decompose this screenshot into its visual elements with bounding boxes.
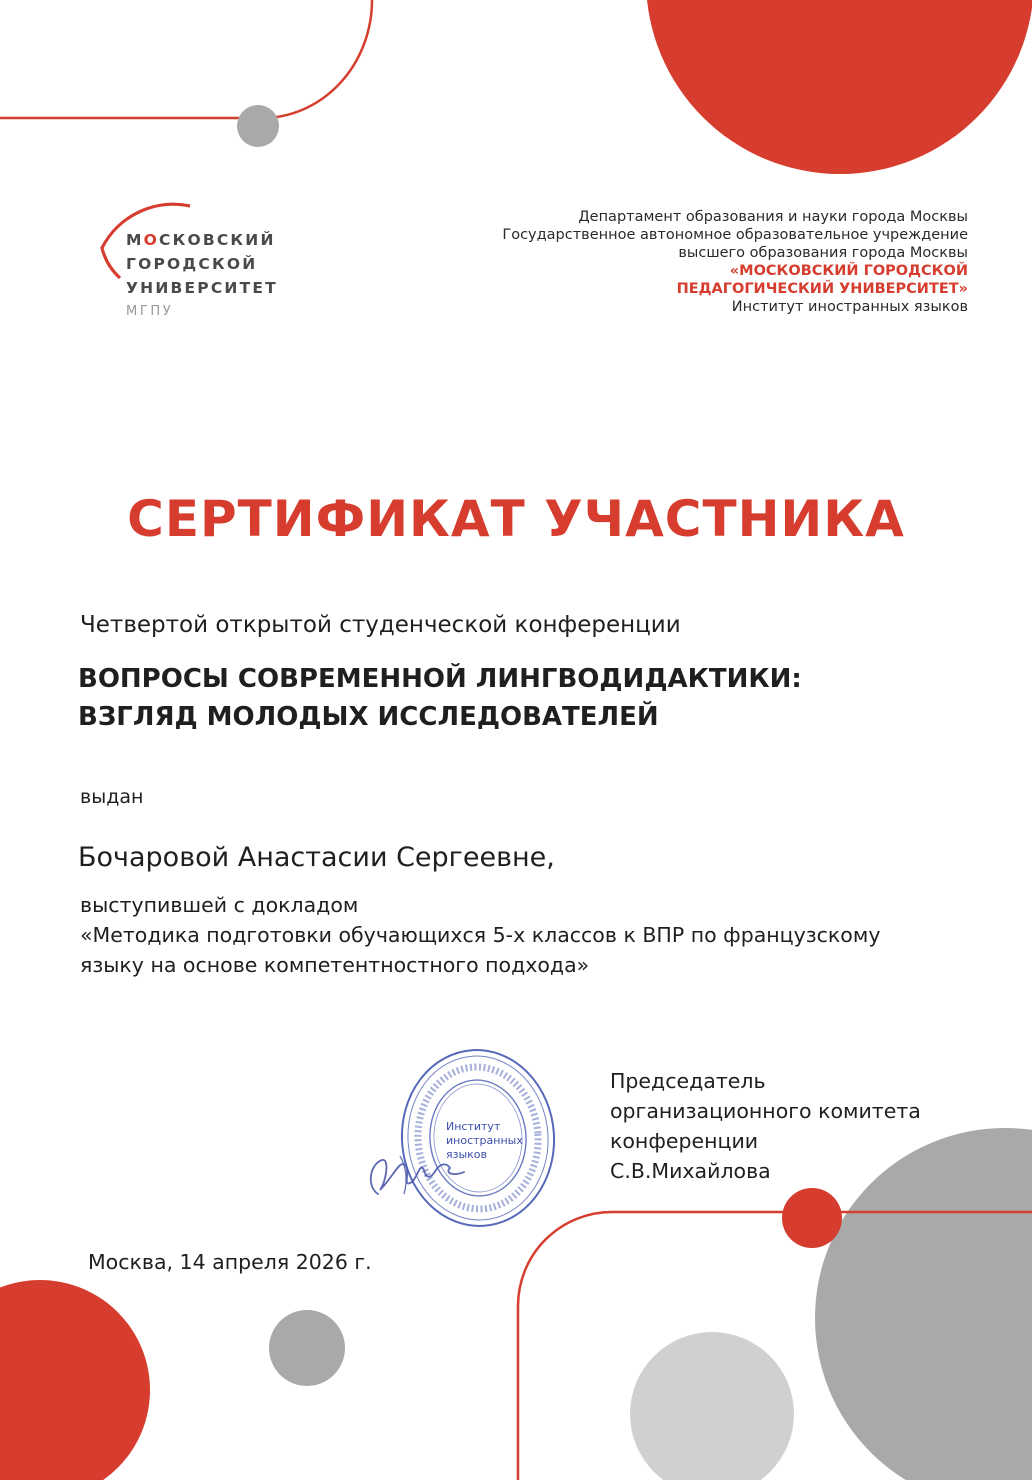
- logo-text: МОСКОВСКИЙ ГОРОДСКОЙ УНИВЕРСИТЕТ МГПУ: [126, 228, 278, 324]
- committee-chair-block: Председатель организационного комитета конференции С.В.Михайлова: [610, 1066, 921, 1186]
- issued-label: выдан: [80, 786, 144, 808]
- bottom-red-small-circle: [782, 1188, 842, 1248]
- bottom-light-gray-circle: [630, 1332, 794, 1480]
- bottom-left-red-circle: [0, 1280, 150, 1480]
- chair-name: С.В.Михайлова: [610, 1159, 771, 1183]
- conference-name: ВОПРОСЫ СОВРЕМЕННОЙ ЛИНГВОДИДАКТИКИ: ВЗГЛЯД МОЛОДЫХ ИССЛЕДОВАТЕЛЕЙ: [78, 664, 802, 732]
- university-logo: [98, 188, 308, 328]
- stamp-center-text: Институт иностранных языков: [446, 1120, 523, 1161]
- logo-abbreviation: МГПУ: [126, 304, 174, 319]
- organization-header: Департамент образования и науки города Москвы Государственное автономное образовательное учреждение высшего образования города Москвы «МОСКОВСКИЙ ГОРОДСКОЙ ПЕДАГОГИЧЕСКИЙ УНИВЕРСИТЕТ» Институт иностранных языков: [502, 209, 968, 315]
- recipient-name: Бочаровой Анастасии Сергеевне,: [78, 842, 555, 873]
- certificate-title: СЕРТИФИКАТ УЧАСТНИКА: [127, 490, 905, 548]
- conference-subtitle: Четвертой открытой студенческой конференции: [80, 612, 681, 638]
- talk-description: выступившей с докладом «Методика подготовки обучающихся 5-х классов к ВПР по французскому языку на основе компетентностного подхода»: [80, 893, 881, 977]
- top-right-red-circle: [646, 0, 1032, 174]
- bottom-left-gray-circle: [269, 1310, 345, 1386]
- signature-icon: [360, 1136, 470, 1206]
- place-and-date: Москва, 14 апреля 2026 г.: [88, 1250, 372, 1274]
- top-red-arc: [0, 0, 372, 118]
- top-gray-circle: [237, 105, 279, 147]
